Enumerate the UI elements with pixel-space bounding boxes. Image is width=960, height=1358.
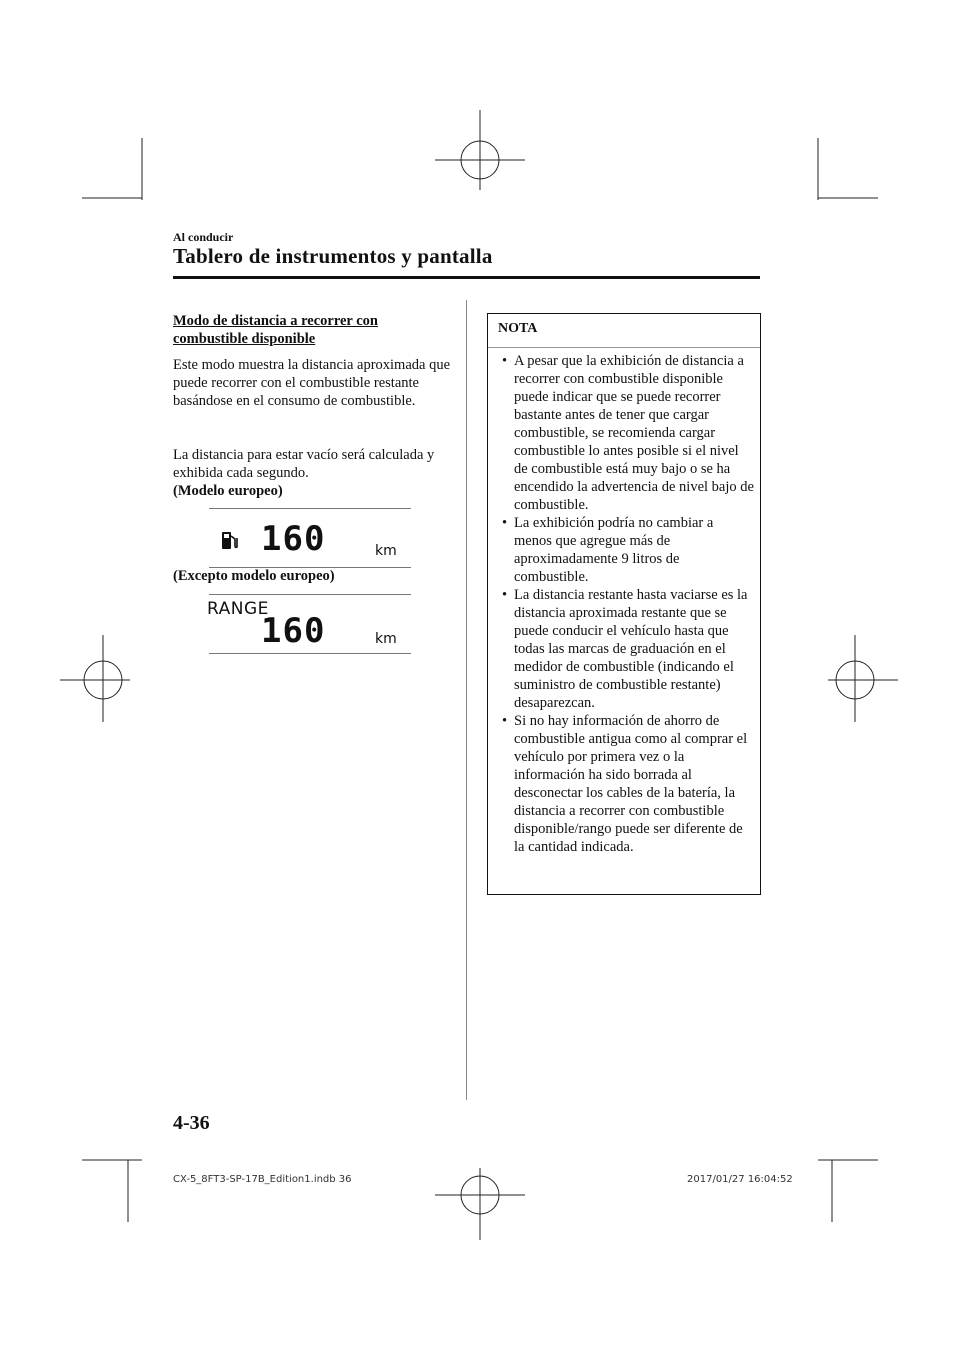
- display-european: [209, 508, 411, 568]
- distance-unit: km: [375, 543, 397, 559]
- list-item: [488, 352, 760, 514]
- column-divider: [466, 300, 467, 1100]
- range-label: RANGE: [207, 599, 269, 619]
- list-item-text: Si no hay información de ahorro de combustible antigua como al comprar el vehículo por primera vez o la información ha sido borrada al desconectar los cables de la batería, la distancia a recorrer con combustible disponible/rango puede ser diferente de la cantidad indicada.: [514, 713, 748, 855]
- footer-file-info: CX-5_8FT3-SP-17B_Edition1.indb 36: [173, 1174, 352, 1185]
- display-non-european: [209, 594, 411, 654]
- nota-list: [488, 352, 760, 856]
- section-heading: Modo de distancia a recorrer con combustible disponible: [173, 313, 378, 347]
- distance-readout: 160: [261, 519, 326, 559]
- section-kicker: Al conducir: [173, 230, 234, 244]
- distance-unit: km: [375, 631, 397, 647]
- page-title: Tablero de instrumentos y pantalla: [173, 244, 493, 268]
- nota-header: [488, 314, 760, 348]
- list-item: [488, 712, 760, 856]
- footer-timestamp: 2017/01/27 16:04:52: [687, 1174, 793, 1185]
- title-rule: [173, 276, 760, 279]
- paragraph-2: La distancia para estar vacío será calculada y exhibida cada segundo.: [173, 447, 435, 481]
- distance-readout: 160: [261, 611, 326, 651]
- fuel-pump-icon: [220, 530, 240, 557]
- list-item-text: A pesar que la exhibición de distancia a recorrer con combustible disponible puede indicar que se puede recorrer bastante antes de tener que cargar combustible, se recomienda cargar combustible lo antes posible si el nivel de combustible está muy bajo o se ha encendido la advertencia de nivel bajo de combustible.: [514, 353, 754, 513]
- list-item-text: La distancia restante hasta vaciarse es la distancia aproximada restante que se puede conducir el vehículo hasta que todas las marcas de graduación en el medidor de combustible (indicando el suministro de combustible restante) desaparezcan.: [514, 587, 748, 711]
- bullet: •: [502, 515, 508, 531]
- list-item: [488, 514, 760, 586]
- non-european-model-label: (Excepto modelo europeo): [173, 568, 335, 584]
- bullet: •: [502, 587, 508, 603]
- bullet: •: [502, 713, 508, 729]
- bullet: •: [502, 353, 508, 369]
- paragraph-1: Este modo muestra la distancia aproximada que puede recorrer con el combustible restante basándose en el consumo de combustible.: [173, 357, 451, 409]
- page-number: 4-36: [173, 1112, 210, 1134]
- european-model-label: (Modelo europeo): [173, 483, 283, 499]
- nota-label: NOTA: [498, 321, 538, 336]
- list-item-text: La exhibición podría no cambiar a menos que agregue más de aproximadamente 9 litros de combustible.: [514, 515, 714, 585]
- nota-box: [487, 313, 761, 895]
- list-item: [488, 586, 760, 712]
